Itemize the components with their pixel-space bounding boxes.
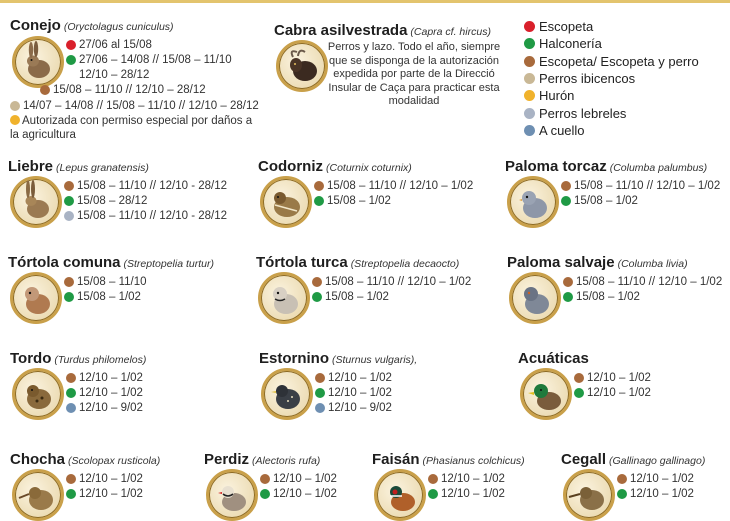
season-line (428, 486, 505, 501)
species-scientific-name: (Columba palumbus) (609, 162, 708, 174)
note-dot (10, 115, 20, 125)
season-dates: 14/07 – 14/08 // 15/08 – 11/10 // 12/10 – 28/12 (23, 99, 259, 112)
season-list (66, 370, 143, 415)
species-chocha (10, 451, 160, 470)
species-acuaticas (518, 350, 592, 369)
modality-dot (10, 101, 20, 111)
season-line (312, 289, 471, 304)
species-scientific-name: (Alectoris rufa) (252, 455, 321, 467)
legend-label: Escopeta/ Escopeta y perro (539, 53, 699, 69)
season-line (64, 274, 147, 289)
season-line (260, 471, 337, 486)
species-title (561, 451, 705, 470)
species-name: Perdiz (204, 451, 250, 468)
legend-item (524, 70, 699, 87)
legend-swatch (524, 90, 535, 101)
legend-label: Hurón (539, 88, 575, 104)
cabra-description: Perros y lazo. Todo el año, siempre que se disponga de la autorización expedida por parte de la Direcció Insular de Caça para practicar esta modalidad (327, 41, 501, 107)
species-name: Paloma torcaz (505, 158, 607, 175)
season-dates: 15/08 – 1/02 (576, 290, 640, 303)
species-name: Tordo (10, 350, 52, 367)
legend-label: Halconería (539, 36, 602, 52)
legend-label: Escopeta (539, 19, 594, 35)
species-perdiz (204, 451, 320, 470)
species-name: Cegall (561, 451, 607, 468)
rock-pigeon-icon (509, 272, 561, 324)
species-title (10, 451, 160, 470)
season-dates: 27/06 – 14/08 // 15/08 – 11/10 (79, 53, 232, 66)
duck-icon (520, 368, 572, 420)
modality-dot (66, 474, 76, 484)
season-line (315, 370, 392, 385)
season-line (561, 178, 720, 193)
legend-swatch (524, 38, 535, 49)
species-paloma_torcaz (505, 158, 707, 177)
modality-dot (428, 489, 438, 499)
season-dates: 12/10 – 1/02 (441, 487, 505, 500)
season-dates: 12/10 – 1/02 (328, 386, 392, 399)
season-line (66, 52, 232, 67)
season-list (66, 471, 143, 501)
species-scientific-name: (Gallinago gallinago) (609, 455, 706, 467)
modality-dot (563, 292, 573, 302)
species-title (259, 350, 417, 369)
season-dates: 15/08 – 11/10 // 12/10 – 1/02 (327, 179, 474, 192)
season-dates: 15/08 – 11/10 // 12/10 – 1/02 (576, 275, 723, 288)
species-liebre (8, 158, 149, 177)
season-line (260, 486, 337, 501)
species-paloma_salvaje (507, 254, 688, 273)
season-dates: 12/10 – 28/12 (79, 68, 150, 81)
modality-dot (561, 196, 571, 206)
legend-swatch (524, 108, 535, 119)
season-line (66, 471, 143, 486)
modality-dot (315, 403, 325, 413)
season-dates: 12/10 – 1/02 (587, 386, 651, 399)
modality-dot (315, 388, 325, 398)
modality-dot (260, 474, 270, 484)
season-dates: 12/10 – 1/02 (79, 472, 143, 485)
season-dates: 15/08 – 1/02 (574, 194, 638, 207)
season-line (563, 289, 722, 304)
modality-dot (64, 196, 74, 206)
season-list (314, 178, 473, 208)
season-line (66, 385, 143, 400)
modality-dot (312, 277, 322, 287)
season-list (561, 178, 720, 208)
thrush-icon (12, 368, 64, 420)
season-dates: 12/10 – 1/02 (441, 472, 505, 485)
season-dates: 15/08 – 11/10 // 12/10 – 1/02 (574, 179, 721, 192)
species-title (8, 254, 214, 273)
species-codorniz (258, 158, 412, 177)
legend-label: A cuello (539, 122, 585, 138)
species-scientific-name: (Oryctolagus cuniculus) (63, 21, 174, 33)
legend (524, 18, 699, 139)
species-name: Conejo (10, 17, 61, 34)
species-scientific-name: (Capra cf. hircus) (410, 26, 491, 38)
top-rule (0, 0, 730, 3)
season-line (314, 193, 473, 208)
season-list (428, 471, 505, 501)
species-scientific-name: (Streptopelia decaocto) (350, 258, 460, 270)
modality-dot (574, 373, 584, 383)
modality-dot (561, 181, 571, 191)
season-line (428, 471, 505, 486)
season-line (617, 471, 694, 486)
species-title (372, 451, 525, 470)
season-line (66, 400, 143, 415)
season-dates: 12/10 – 1/02 (328, 371, 392, 384)
conejo-season-list (53, 37, 232, 97)
partridge-icon (206, 469, 258, 521)
legend-swatch (524, 56, 535, 67)
season-line (66, 67, 232, 82)
season-line (315, 385, 392, 400)
legend-label: Perros ibicencos (539, 71, 636, 87)
species-name: Cabra asilvestrada (274, 22, 408, 39)
modality-dot (617, 489, 627, 499)
season-dates: 12/10 – 1/02 (630, 487, 694, 500)
modality-dot (64, 181, 74, 191)
hare-icon (10, 176, 62, 228)
modality-dot (563, 277, 573, 287)
quail-icon (260, 176, 312, 228)
season-line (574, 370, 651, 385)
species-name: Chocha (10, 451, 66, 468)
modality-dot (64, 292, 74, 302)
pheasant-icon (374, 469, 426, 521)
season-dates: 15/08 – 11/10 // 12/10 - 28/12 (77, 209, 228, 222)
woodcock-icon (12, 469, 64, 521)
legend-swatch (524, 21, 535, 32)
season-dates: 15/08 – 11/10 // 12/10 - 28/12 (77, 179, 228, 192)
legend-item (524, 53, 699, 70)
season-line (40, 82, 232, 97)
season-line (563, 274, 722, 289)
species-title (8, 158, 149, 177)
species-scientific-name: (Turdus philomelos) (54, 354, 147, 366)
species-faisan (372, 451, 525, 470)
modality-dot (314, 181, 324, 191)
modality-dot (66, 40, 76, 50)
season-dates: 27/06 al 15/08 (79, 38, 152, 51)
species-title (518, 350, 592, 369)
season-line (617, 486, 694, 501)
species-name: Estornino (259, 350, 329, 367)
legend-item (524, 35, 699, 52)
season-dates: 12/10 – 1/02 (79, 371, 143, 384)
conejo-extra-line (10, 98, 259, 113)
legend-item (524, 87, 699, 104)
season-dates: 15/08 – 11/10 // 12/10 – 1/02 (325, 275, 472, 288)
season-dates: 15/08 – 11/10 (77, 275, 147, 288)
species-name: Codorniz (258, 158, 323, 175)
modality-dot (66, 489, 76, 499)
season-list (312, 274, 471, 304)
species-title (507, 254, 688, 273)
modality-dot (40, 85, 50, 95)
species-tortola_comuna (8, 254, 214, 273)
season-line (10, 98, 259, 113)
goat-icon (276, 40, 328, 92)
season-list (574, 370, 651, 400)
legend-item (524, 18, 699, 35)
species-name: Tórtola comuna (8, 254, 121, 271)
season-line (66, 370, 143, 385)
season-line (66, 37, 232, 52)
modality-dot (428, 474, 438, 484)
season-dates: 12/10 – 9/02 (328, 401, 392, 414)
species-estornino (259, 350, 417, 369)
species-name: Liebre (8, 158, 54, 175)
species-scientific-name: (Coturnix coturnix) (326, 162, 412, 174)
season-line (64, 178, 227, 193)
species-scientific-name: (Scolopax rusticola) (68, 455, 161, 467)
season-line (66, 486, 143, 501)
legend-swatch (524, 73, 535, 84)
season-list (260, 471, 337, 501)
species-title (10, 17, 174, 36)
species-conejo (10, 17, 174, 36)
species-scientific-name: (Sturnus vulgaris), (332, 354, 418, 366)
modality-dot (312, 292, 322, 302)
rabbit-icon (12, 36, 64, 88)
species-tortola_turca (256, 254, 459, 273)
species-name: Paloma salvaje (507, 254, 615, 271)
species-tordo (10, 350, 146, 369)
species-scientific-name: (Streptopelia turtur) (123, 258, 214, 270)
season-dates: 12/10 – 1/02 (79, 487, 143, 500)
season-line (574, 385, 651, 400)
modality-dot (260, 489, 270, 499)
modality-dot (64, 277, 74, 287)
season-list (315, 370, 392, 415)
season-dates: 15/08 – 1/02 (325, 290, 389, 303)
season-dates: 15/08 – 1/02 (77, 290, 141, 303)
season-list (64, 274, 147, 304)
modality-dot (66, 55, 76, 65)
season-list (617, 471, 694, 501)
season-dates: 12/10 – 1/02 (273, 487, 337, 500)
conejo-note (10, 114, 255, 142)
modality-dot (66, 373, 76, 383)
modality-dot (574, 388, 584, 398)
season-list (563, 274, 722, 304)
season-dates: 15/08 – 28/12 (77, 194, 148, 207)
legend-item (524, 122, 699, 139)
note-text: Autorizada con permiso especial por daños a la agricultura (10, 115, 253, 141)
species-title (204, 451, 320, 470)
season-line (64, 193, 227, 208)
season-line (64, 289, 147, 304)
modality-dot (617, 474, 627, 484)
species-title (505, 158, 707, 177)
snipe-icon (563, 469, 615, 521)
season-dates: 15/08 – 1/02 (327, 194, 391, 207)
species-title (274, 22, 491, 41)
modality-dot (314, 196, 324, 206)
wood-pigeon-icon (507, 176, 559, 228)
starling-icon (261, 368, 313, 420)
season-dates: 12/10 – 1/02 (630, 472, 694, 485)
legend-swatch (524, 125, 535, 136)
season-line (561, 193, 720, 208)
season-dates: 15/08 – 11/10 // 12/10 – 28/12 (53, 83, 206, 96)
modality-dot (315, 373, 325, 383)
legend-label: Perros lebreles (539, 105, 627, 121)
season-line (312, 274, 471, 289)
legend-item (524, 104, 699, 121)
species-scientific-name: (Columba livia) (617, 258, 688, 270)
season-line (314, 178, 473, 193)
species-cegall (561, 451, 705, 470)
modality-dot (66, 403, 76, 413)
season-line (315, 400, 392, 415)
species-title (256, 254, 459, 273)
species-name: Tórtola turca (256, 254, 348, 271)
species-name: Faisán (372, 451, 420, 468)
species-scientific-name: (Lepus granatensis) (56, 162, 149, 174)
modality-dot (66, 388, 76, 398)
season-dates: 12/10 – 1/02 (587, 371, 651, 384)
modality-dot (64, 211, 74, 221)
collared-dove-icon (258, 272, 310, 324)
species-title (10, 350, 146, 369)
season-dates: 12/10 – 9/02 (79, 401, 143, 414)
season-dates: 12/10 – 1/02 (79, 386, 143, 399)
turtle-dove-icon (10, 272, 62, 324)
species-scientific-name: (Phasianus colchicus) (422, 455, 525, 467)
species-name: Acuáticas (518, 350, 589, 367)
season-line (64, 208, 227, 223)
species-cabra (274, 22, 491, 41)
season-list (64, 178, 227, 223)
season-dates: 12/10 – 1/02 (273, 472, 337, 485)
species-title (258, 158, 412, 177)
